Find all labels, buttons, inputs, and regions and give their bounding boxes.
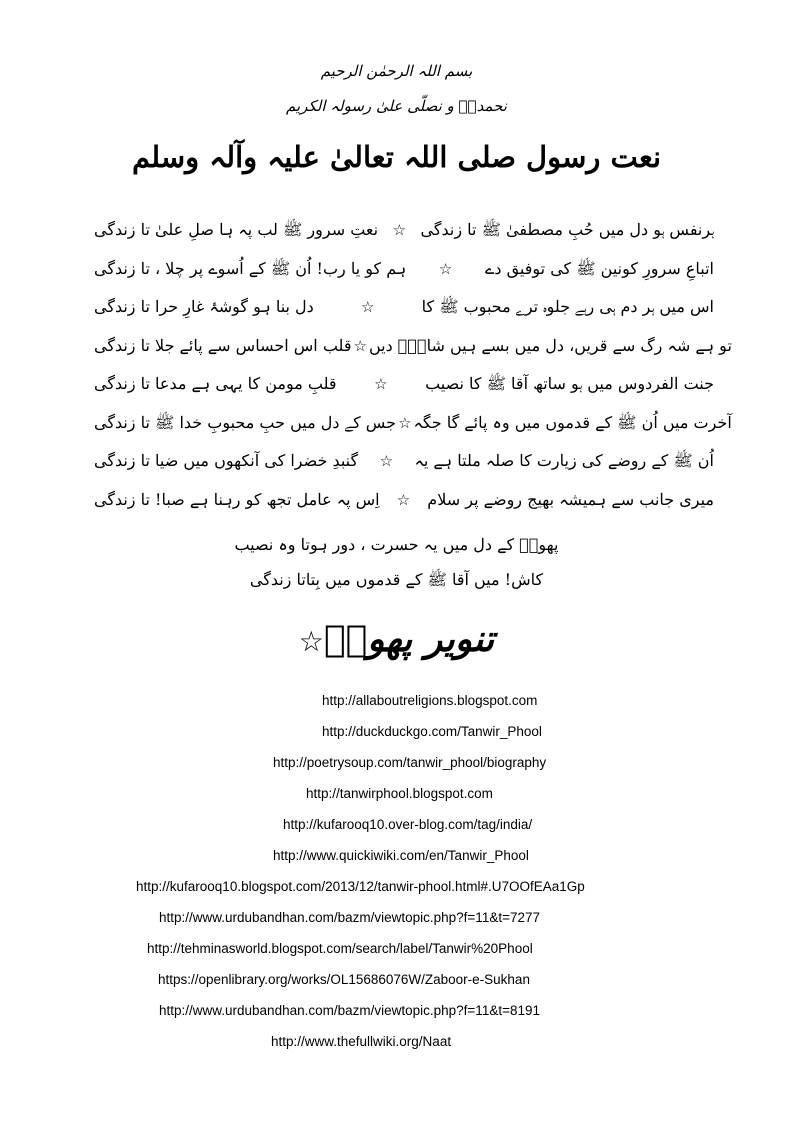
verse-row (94, 411, 732, 450)
reference-link[interactable]: http://allaboutreligions.blogspot.com (322, 693, 538, 708)
star-icon: ☆ (398, 413, 412, 432)
verse-row (94, 449, 714, 488)
verse-row (94, 334, 732, 373)
verse-row (94, 218, 714, 257)
verse-right-half: قلب اس احساس سے پائے جلا تا زندگی (94, 335, 352, 355)
verse-left-half: اس میں ہر دم ہی رہے جلوہ ترے محبوب ﷺ کا (421, 297, 714, 316)
naat-title: نعت رسول صلی اللہ تعالیٰ علیہ وآلہ وسلم (131, 140, 662, 174)
verse-row (94, 257, 714, 296)
verse-right-half: نعتِ سرور ﷺ لب پہ ہا صلِ علیٰ تا زندگی (94, 220, 379, 239)
reference-link[interactable]: http://www.quickiwiki.com/en/Tanwir_Phool (273, 848, 529, 863)
star-icon: ☆ (298, 625, 324, 658)
reference-link[interactable]: http://www.urdubandhan.com/bazm/viewtopic.php?f=11&t=7277 (159, 910, 540, 925)
verse-row (94, 372, 714, 411)
reference-link[interactable]: http://www.thefullwiki.org/Naat (271, 1034, 452, 1049)
verse-row (94, 488, 714, 527)
verse-right-half: جس کے دل میں حبِ محبوبِ خدا ﷺ تا زندگی (94, 412, 397, 432)
poet-name: تنویر پھولؔ (323, 618, 495, 660)
star-icon: ☆ (438, 259, 453, 278)
verse-right-half: گنبدِ خضرا کی آنکھوں میں ضیا تا زندگی (94, 451, 359, 470)
bismillah-line: بسم اللہ الرحمٰن الرحیم (320, 62, 473, 80)
reference-link[interactable]: https://openlibrary.org/works/OL15686076W/Zaboor-e-Sukhan (158, 972, 530, 987)
verse-left-half: جنت الفردوس میں ہو ساتھ آقا ﷺ کا نصیب (425, 374, 714, 393)
reference-link[interactable]: http://kufarooq10.over-blog.com/tag/india/ (283, 817, 533, 832)
verse-list (94, 218, 732, 526)
star-icon: ☆ (374, 375, 388, 393)
reference-link[interactable]: http://kufarooq10.blogspot.com/2013/12/tanwir-phool.html#.U7OOfEAa1Gp (136, 879, 585, 894)
verse-left-half: اُن ﷺ کے روضے کی زیارت کا صلہ ملتا ہے یہ (414, 451, 714, 470)
reference-link[interactable]: http://tanwirphool.blogspot.com (306, 786, 493, 801)
verse-right-half: قلبِ مومن کا یہی ہے مدعا تا زندگی (94, 374, 337, 393)
verse-row (94, 295, 714, 334)
star-icon: ☆ (396, 490, 411, 509)
star-icon: ☆ (392, 221, 407, 239)
verse-right-half: دل بنا ہو گوشۂ غارِ حرا تا زندگی (94, 297, 314, 316)
verse-right-half: ہم کو یا رب! اُن ﷺ کے اُسوے پر چلا ، تا زندگی (94, 258, 407, 278)
verse-left-half: تو ہے شہ رگ سے قریں، دل میں بسے ہیں شاہِؐ دیں (368, 335, 732, 355)
star-icon: ☆ (361, 298, 375, 316)
verse-left-half: میری جانب سے ہمیشہ بھیج روضے پر سلام (427, 489, 714, 509)
reference-link[interactable]: http://duckduckgo.com/Tanwir_Phool (322, 724, 542, 739)
verse-right-half: اِس پہ عامل تجھ کو رہنا ہے صبا! تا زندگی (94, 489, 380, 509)
star-icon: ☆ (379, 452, 394, 470)
verse-left-half: اتباعِ سرورِ کونین ﷺ کی توفیق دے (484, 258, 714, 278)
closing-line-1: پھولؔ کے دل میں یہ حسرت ، دور ہوتا وہ نصیب (234, 535, 559, 554)
verse-left-half: آخرت میں اُن ﷺ کے قدموں میں وہ پائے گا جگہ (413, 412, 732, 432)
praise-line: نحمدہٗ و نصلّی علیٰ رسولہ الکریم (286, 97, 507, 115)
verse-left-half: ہرنفس ہو دل میں حُبِ مصطفیٰ ﷺ تا زندگی (420, 220, 714, 239)
poet-signature (0, 618, 793, 660)
reference-link[interactable]: http://poetrysoup.com/tanwir_phool/biography (273, 755, 547, 770)
star-icon: ☆ (353, 336, 367, 355)
closing-line-2: کاش! میں آقا ﷺ کے قدموں میں بِتاتا زندگی (249, 570, 544, 589)
reference-link[interactable]: http://www.urdubandhan.com/bazm/viewtopic.php?f=11&t=8191 (159, 1003, 540, 1018)
reference-link[interactable]: http://tehminasworld.blogspot.com/search/label/Tanwir%20Phool (147, 941, 533, 956)
